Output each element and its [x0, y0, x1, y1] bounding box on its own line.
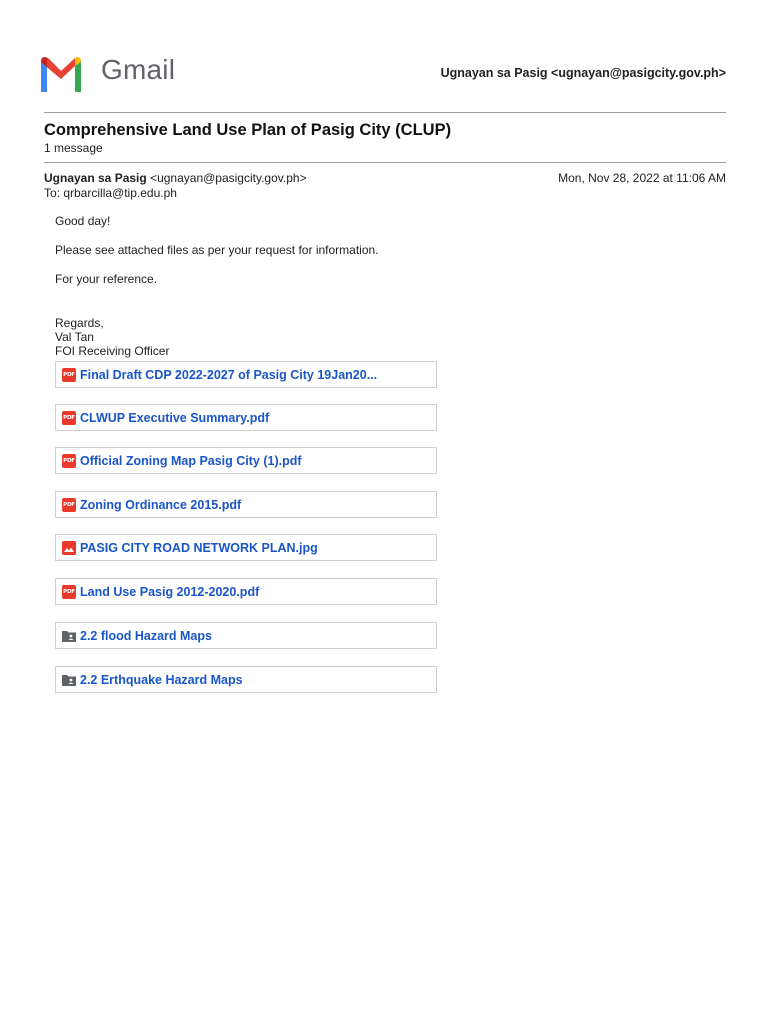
image-icon	[62, 541, 76, 555]
attachment-item[interactable]	[55, 447, 437, 474]
attachment-name[interactable]: 2.2 flood Hazard Maps	[80, 629, 212, 643]
sender-email: <ugnayan@pasigcity.gov.ph>	[150, 171, 307, 185]
message-count: 1 message	[44, 141, 103, 155]
sender-name: Ugnayan sa Pasig	[44, 171, 147, 185]
attachment-item[interactable]	[55, 578, 437, 605]
attachment-item[interactable]	[55, 622, 437, 649]
message-meta	[44, 163, 726, 207]
sender	[44, 171, 307, 185]
gmail-header	[44, 0, 726, 113]
attachment-item[interactable]	[55, 491, 437, 518]
attachment-name[interactable]: PASIG CITY ROAD NETWORK PLAN.jpg	[80, 541, 318, 555]
greeting: Good day!	[55, 214, 111, 228]
thread-subject: Comprehensive Land Use Plan of Pasig City (CLUP)	[44, 121, 452, 139]
signature-title: FOI Receiving Officer	[55, 344, 170, 358]
pdf-icon: PDF	[62, 368, 76, 382]
shared-folder-icon	[62, 629, 76, 643]
recipient: To: qrbarcilla@tip.edu.ph	[44, 186, 177, 200]
gmail-logo-icon	[38, 52, 84, 94]
pdf-icon: PDF	[62, 411, 76, 425]
attachment-name[interactable]: Land Use Pasig 2012-2020.pdf	[80, 585, 260, 599]
signature-closing: Regards,	[55, 316, 104, 330]
attachment-item[interactable]	[55, 361, 437, 388]
attachment-name[interactable]: CLWUP Executive Summary.pdf	[80, 411, 270, 425]
attachment-name[interactable]: Final Draft CDP 2022-2027 of Pasig City 19Jan20...	[80, 368, 378, 382]
pdf-icon: PDF	[62, 498, 76, 512]
gmail-wordmark: Gmail	[101, 54, 176, 85]
attachment-name[interactable]: Zoning Ordinance 2015.pdf	[80, 498, 242, 512]
signature-name: Val Tan	[55, 330, 94, 344]
shared-folder-icon	[62, 673, 76, 687]
message-date: Mon, Nov 28, 2022 at 11:06 AM	[558, 171, 726, 185]
body-line-1: Please see attached files as per your request for information.	[55, 243, 379, 257]
attachment-item[interactable]	[55, 534, 437, 561]
attachment-name[interactable]: 2.2 Erthquake Hazard Maps	[80, 673, 243, 687]
pdf-icon: PDF	[62, 454, 76, 468]
attachment-item[interactable]	[55, 666, 437, 693]
account-label: Ugnayan sa Pasig <ugnayan@pasigcity.gov.ph>	[440, 66, 726, 80]
attachment-item[interactable]	[55, 404, 437, 431]
pdf-icon: PDF	[62, 585, 76, 599]
thread-header	[44, 113, 726, 163]
email-printout	[44, 0, 726, 207]
body-line-2: For your reference.	[55, 272, 158, 286]
signature	[55, 316, 169, 358]
attachment-name[interactable]: Official Zoning Map Pasig City (1).pdf	[80, 454, 302, 468]
